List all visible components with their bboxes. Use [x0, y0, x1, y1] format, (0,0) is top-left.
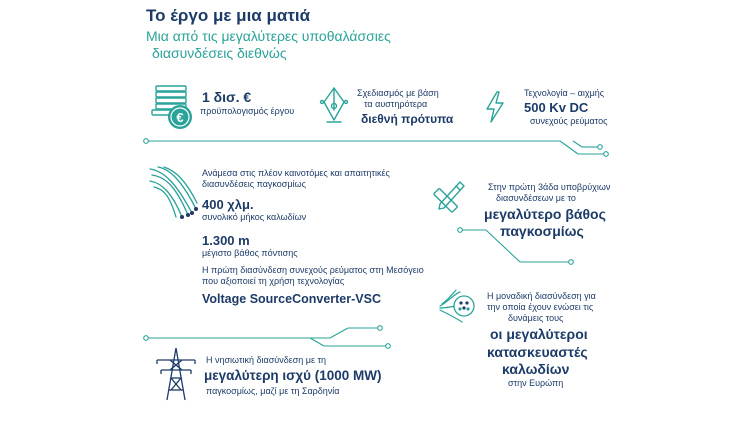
power-line-1: Η νησιωτική διασύνδεση με τη	[206, 355, 327, 365]
tech-value: 500 Kv DC	[524, 100, 589, 115]
cable-cross-section-icon	[438, 288, 476, 324]
manufacturers-emph-3: καλωδίων	[502, 361, 570, 377]
manufacturers-line-4: στην Ευρώπη	[508, 378, 564, 388]
length-label: συνολικό μήκος καλωδίων	[202, 212, 307, 222]
tech-line-2: συνεχούς ρεύματος	[530, 116, 608, 126]
depth-world-line-2: διασυνδέσεων με το	[496, 193, 576, 203]
power-pylon-icon	[153, 346, 199, 402]
manufacturers-emph-2: κατασκευαστές	[487, 344, 588, 360]
first-dc-line-2: που αξιοποιεί τη χρήση τεχνολογίας	[202, 276, 345, 286]
vsc-technology: Voltage SourceConverter-VSC	[202, 292, 381, 306]
manufacturers-line-2: την οποία έχουν ενώσει τις	[487, 302, 594, 312]
depth-label: μέγιστο βάθος πόντισης	[202, 248, 298, 258]
cable-fibers-icon	[148, 165, 198, 220]
design-emphasis: διεθνή πρότυπα	[361, 112, 454, 126]
page-title: Το έργο με μια ματιά	[146, 6, 311, 25]
manufacturers-line-3: δυνάμεις τους	[508, 313, 564, 323]
subtitle-line-1: Μια από τις μεγαλύτερες υποθαλάσσιες	[146, 28, 391, 44]
design-line-2: τα αυστηρότερα	[364, 99, 428, 109]
budget-value: 1 δισ. €	[202, 89, 252, 105]
depth-world-emph-1: μεγαλύτερο βάθος	[484, 206, 606, 222]
cables-intro-2: διασυνδέσεις παγκοσμίως	[202, 179, 306, 189]
power-line-2: παγκοσμίως, μαζί με τη Σαρδηνία	[206, 386, 340, 396]
power-emphasis: μεγαλύτερη ισχύ (1000 MW)	[204, 368, 382, 383]
depth-world-emph-2: παγκοσμίως	[500, 223, 584, 239]
manufacturers-emph-1: οι μεγαλύτεροι	[490, 326, 588, 342]
manufacturers-line-1: Η μοναδική διασύνδεση για	[487, 291, 596, 301]
depth-value: 1.300 m	[202, 233, 250, 248]
subtitle-line-2: διασυνδέσεις διεθνώς	[152, 45, 287, 61]
pencil-ruler-icon	[436, 178, 468, 210]
tech-line-1: Τεχνολογία – αιχμής	[524, 88, 605, 98]
budget-label: προϋπολογισμός έργου	[200, 106, 295, 116]
design-line-1: Σχεδιασμός με βάση	[357, 88, 439, 98]
first-dc-line-1: Η πρώτη διασύνδεση συνεχούς ρεύματος στη Μεσόγειο	[202, 265, 424, 275]
cables-intro-1: Ανάμεσα στις πλέον καινοτόμες και απαιτητικές	[202, 168, 390, 178]
depth-world-line-1: Στην πρώτη 3άδα υποβρύχιων	[488, 182, 611, 192]
length-value: 400 χλμ.	[202, 197, 254, 212]
svg-text:€: €	[176, 110, 184, 125]
